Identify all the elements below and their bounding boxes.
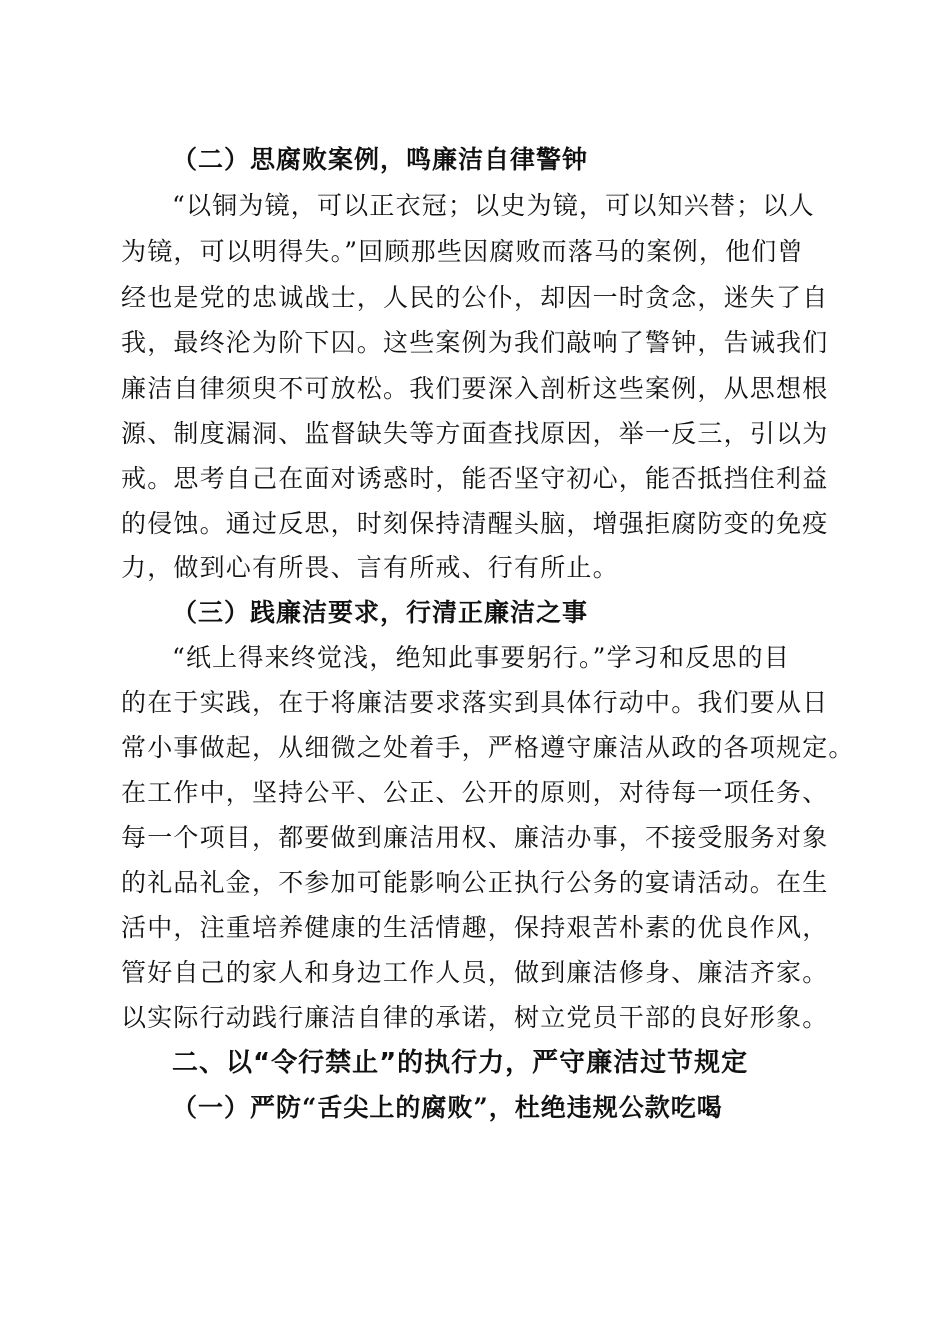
paragraph-line: 的在于实践，在于将廉洁要求落实到具体行动中。我们要从日 [121,688,829,717]
part-heading-2: 二、以“令行禁止”的执行力，严守廉洁过节规定 [172,1048,749,1078]
paragraph-line: 活中，注重培养健康的生活情趣，保持艰苦朴素的优良作风， [121,913,829,942]
paragraph-line: 为镜，可以明得失。”回顾那些因腐败而落马的案例，他们曾 [121,237,804,266]
paragraph-line: 戒。思考自己在面对诱惑时，能否坚守初心，能否抵挡住利益 [121,464,829,493]
section-heading-3-1: （一）严防“舌尖上的腐败”，杜绝违规公款吃喝 [172,1093,723,1122]
paragraph-line: 以实际行动践行廉洁自律的承诺，树立党员干部的良好形象。 [121,1003,829,1032]
section-heading-2-2: （二）思腐败案例，鸣廉洁自律警钟 [172,145,589,174]
paragraph-line: 廉洁自律须臾不可放松。我们要深入剖析这些案例，从思想根 [121,374,829,403]
paragraph-line: 常小事做起，从细微之处着手，严格遵守廉洁从政的各项规定。 [121,733,855,762]
paragraph-line: 我，最终沦为阶下囚。这些案例为我们敲响了警钟，告诫我们 [121,328,829,357]
paragraph-line: 每一个项目，都要做到廉洁用权、廉洁办事，不接受服务对象 [121,823,829,852]
paragraph-line: 管好自己的家人和身边工作人员，做到廉洁修身、廉洁齐家。 [121,958,829,987]
paragraph-line: “纸上得来终觉浅，绝知此事要躬行。”学习和反思的目 [172,643,791,672]
paragraph-line: 力，做到心有所畏、言有所戒、行有所止。 [121,553,619,582]
paragraph-line: “以铜为镜，可以正衣冠；以史为镜，可以知兴替；以人 [172,191,815,220]
paragraph-line: 经也是党的忠诚战士，人民的公仆，却因一时贪念，迷失了自 [121,283,829,312]
paragraph-line: 的侵蚀。通过反思，时刻保持清醒头脑，增强拒腐防变的免疫 [121,509,829,538]
paragraph-line: 源、制度漏洞、监督缺失等方面查找原因，举一反三，引以为 [121,419,829,448]
section-heading-2-3: （三）践廉洁要求，行清正廉洁之事 [172,598,589,627]
paragraph-line: 在工作中，坚持公平、公正、公开的原则，对待每一项任务、 [121,778,829,807]
paragraph-line: 的礼品礼金，不参加可能影响公正执行公务的宴请活动。在生 [121,868,829,897]
